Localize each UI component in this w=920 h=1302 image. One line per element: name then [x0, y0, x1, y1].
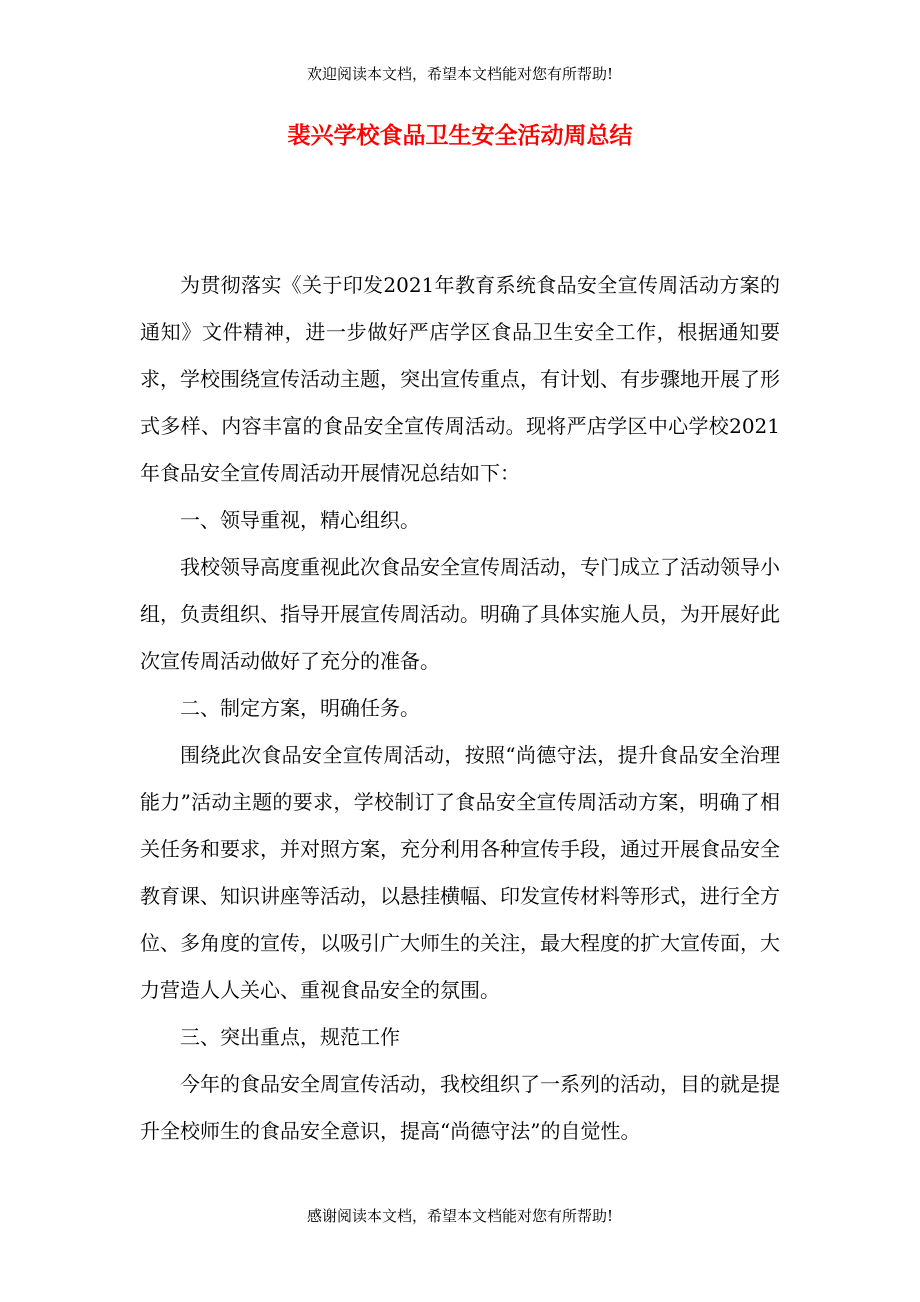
section-heading-1: 一、领导重视，精心组织。 [180, 508, 420, 532]
paragraph-intro: 为贯彻落实《关于印发2021年教育系统食品安全宣传周活动方案的通知》文件精神，进一步做好严店学区食品卫生安全工作，根据通知要求，学校围绕宣传活动主题，突出宣传重点，有计划、有步骤地开展了形式多样、内容丰富的食品安全宣传周活动。现将严店学区中心学校2021年食品安全宣传周活动开展情况总结如下： [140, 273, 780, 485]
paragraph-section-3: 今年的食品安全周宣传活动，我校组织了一系列的活动，目的就是提升全校师生的食品安全意识，提高“尚德守法”的自觉性。 [140, 1072, 780, 1143]
section-heading-3: 三、突出重点，规范工作 [180, 1025, 400, 1049]
paragraph-section-2: 围绕此次食品安全宣传周活动，按照“尚德守法，提升食品安全治理能力”活动主题的要求，学校制订了食品安全宣传周活动方案，明确了相关任务和要求，并对照方案，充分利用各种宣传手段，通过开展食品安全教育课、知识讲座等活动，以悬挂横幅、印发宣传材料等形式，进行全方位、多角度的宣传，以吸引广大师生的关注，最大程度的扩大宣传面，大力营造人人关心、重视食品安全的氛围。 [140, 743, 780, 1002]
footer-note: 感谢阅读本文档，希望本文档能对您有所帮助! [306, 1207, 614, 1225]
header-note: 欢迎阅读本文档，希望本文档能对您有所帮助! [306, 65, 614, 83]
document-title: 裴兴学校食品卫生安全活动周总结 [287, 123, 633, 149]
paragraph-section-1: 我校领导高度重视此次食品安全宣传周活动，专门成立了活动领导小组，负责组织、指导开展宣传周活动。明确了具体实施人员，为开展好此次宣传周活动做好了充分的准备。 [140, 555, 780, 673]
section-heading-2: 二、制定方案，明确任务。 [180, 696, 420, 720]
document-body [140, 262, 780, 1155]
